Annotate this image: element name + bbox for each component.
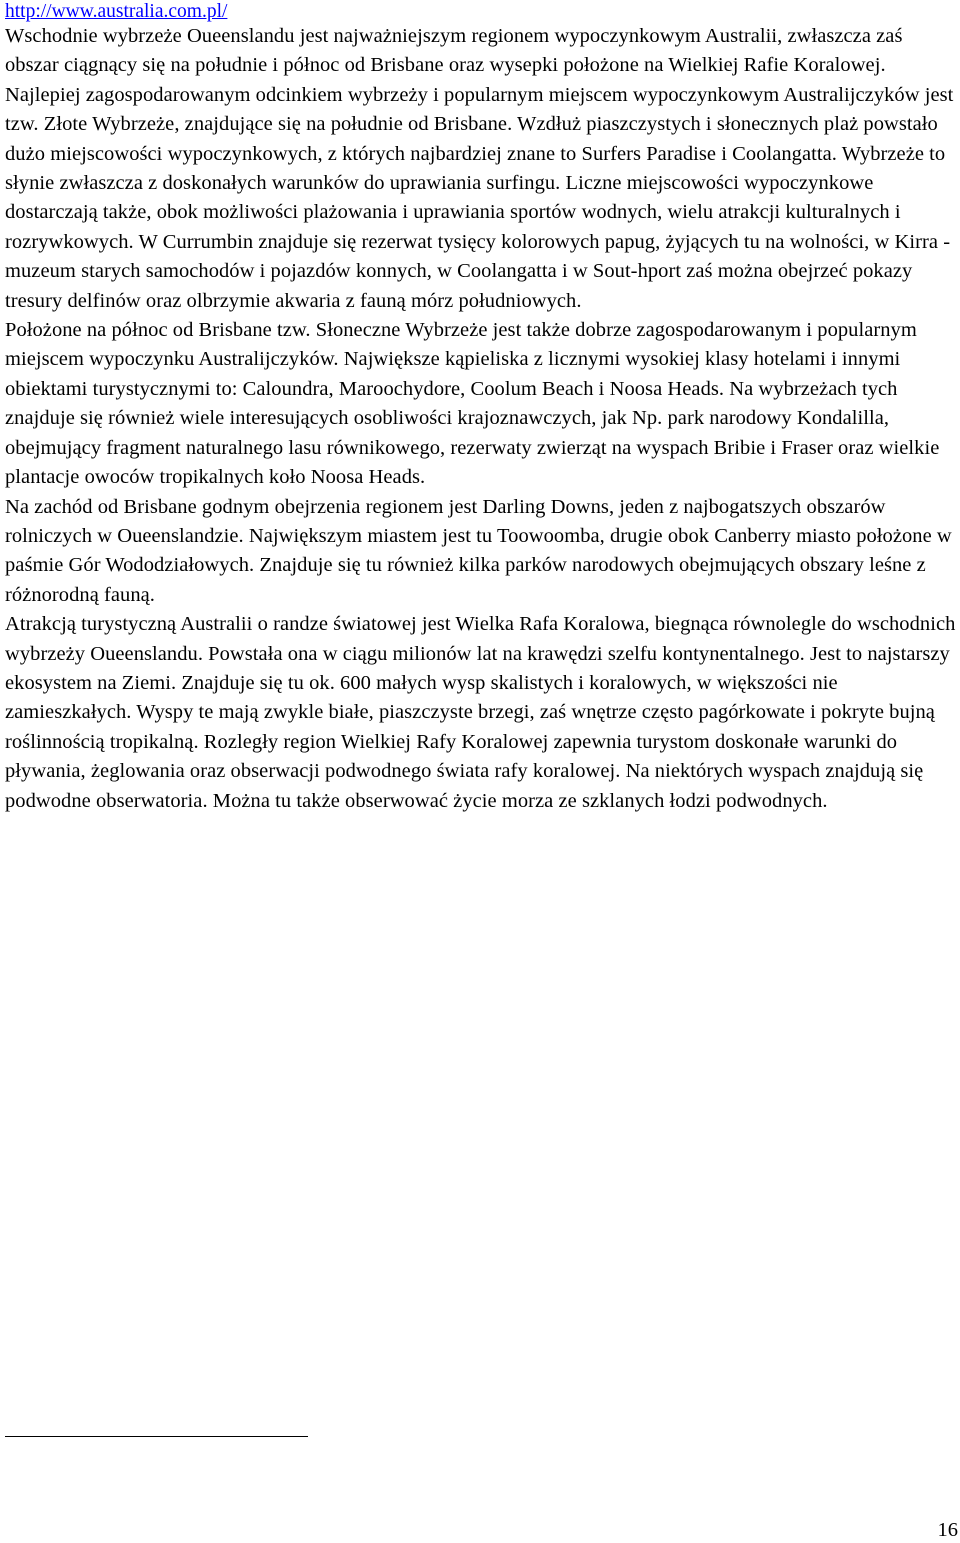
paragraph-gold-coast: Wschodnie wybrzeże Oueenslandu jest najważniejszym regionem wypoczynkowym Australii, zwłaszcza zaś obszar ciągnący się na południe i północ od Brisbane oraz wysepki położone na Wielkiej Rafie Koralowej. Najlepiej zagospodarowanym odcinkiem wybrzeży i popularnym miejscem wypoczynkowym Australijczyków jest tzw. Złote Wybrzeże, znajdujące się na południe od Brisbane. Wzdłuż piaszczystych i słonecznych plaż powstało dużo miejscowości wypoczynkowych, z których najbardziej znane to Surfers Paradise i Coolangatta. Wybrzeże to słynie zwłaszcza z doskonałych warunków do uprawiania surfingu. Liczne miejscowości wypoczynkowe dostarczają także, obok możliwości plażowania i uprawiania sportów wodnych, wielu atrakcji kulturalnych i rozrywkowych. W Currumbin znajduje się rezerwat tysięcy kolorowych papug, żyjących tu na wolności, w Kirra - muzeum starych samochodów i pojazdów konnych, w Coolangatta i w Sout-hport zaś można obejrzeć pokazy tresury delfinów oraz olbrzymie akwaria z fauną mórz południowych. xyxy=(5,25,954,312)
page-number: 16 xyxy=(937,1519,958,1541)
paragraph-great-barrier-reef: Atrakcją turystyczną Australii o randze światowej jest Wielka Rafa Koralowa, biegnąca równolegle do wschodnich wybrzeży Oueenslandu. Powstała ona w ciągu milionów lat na krawędzi szelfu kontynentalnego. Jest to najstarszy ekosystem na Ziemi. Znajduje się tu ok. 600 małych wysp skalistych i koralowych, w większości nie zamieszkałych. Wyspy te mają zwykle białe, piaszczyste brzegi, zaś wnętrze często pagórkowate i pokryte bujną roślinnością tropikalną. Rozległy region Wielkiej Rafy Koralowej zapewnia turystom doskonałe warunki do pływania, żeglowania oraz obserwacji podwodnego świata rafy koralowej. Na niektórych wyspach znajdują się podwodne obserwatoria. Można tu także obserwować życie morza ze szklanych łodzi podwodnych. xyxy=(5,613,956,812)
document-page xyxy=(5,0,958,816)
source-link[interactable]: http://www.australia.com.pl/ xyxy=(5,1,228,22)
paragraph-sunshine-coast: Położone na północ od Brisbane tzw. Słoneczne Wybrzeże jest także dobrze zagospodarowanym i popularnym miejscem wypoczynku Australijczyków. Największe kąpieliska z licznymi wysokiej klasy hotelami i innymi obiektami turystycznymi to: Caloundra, Maroochydore, Coolum Beach i Noosa Heads. Na wybrzeżach tych znajduje się również wiele interesujących osobliwości krajoznawczych, jak Np. park narodowy Kondalilla, obejmujący fragment naturalnego lasu równikowego, rezerwaty zwierząt na wyspach Bribie i Fraser oraz wielkie plantacje owoców tropikalnych koło Noosa Heads. xyxy=(5,319,940,489)
footnote-separator xyxy=(5,1436,308,1437)
paragraph-darling-downs: Na zachód od Brisbane godnym obejrzenia regionem jest Darling Downs, jeden z najbogatszych obszarów rolniczych w Oueenslandzie. Największym miastem jest tu Toowoomba, drugie obok Canberry miasto położone w paśmie Gór Wododziałowych. Znajduje się tu również kilka parków narodowych obejmujących obszary leśne z różnorodną fauną. xyxy=(5,495,952,606)
